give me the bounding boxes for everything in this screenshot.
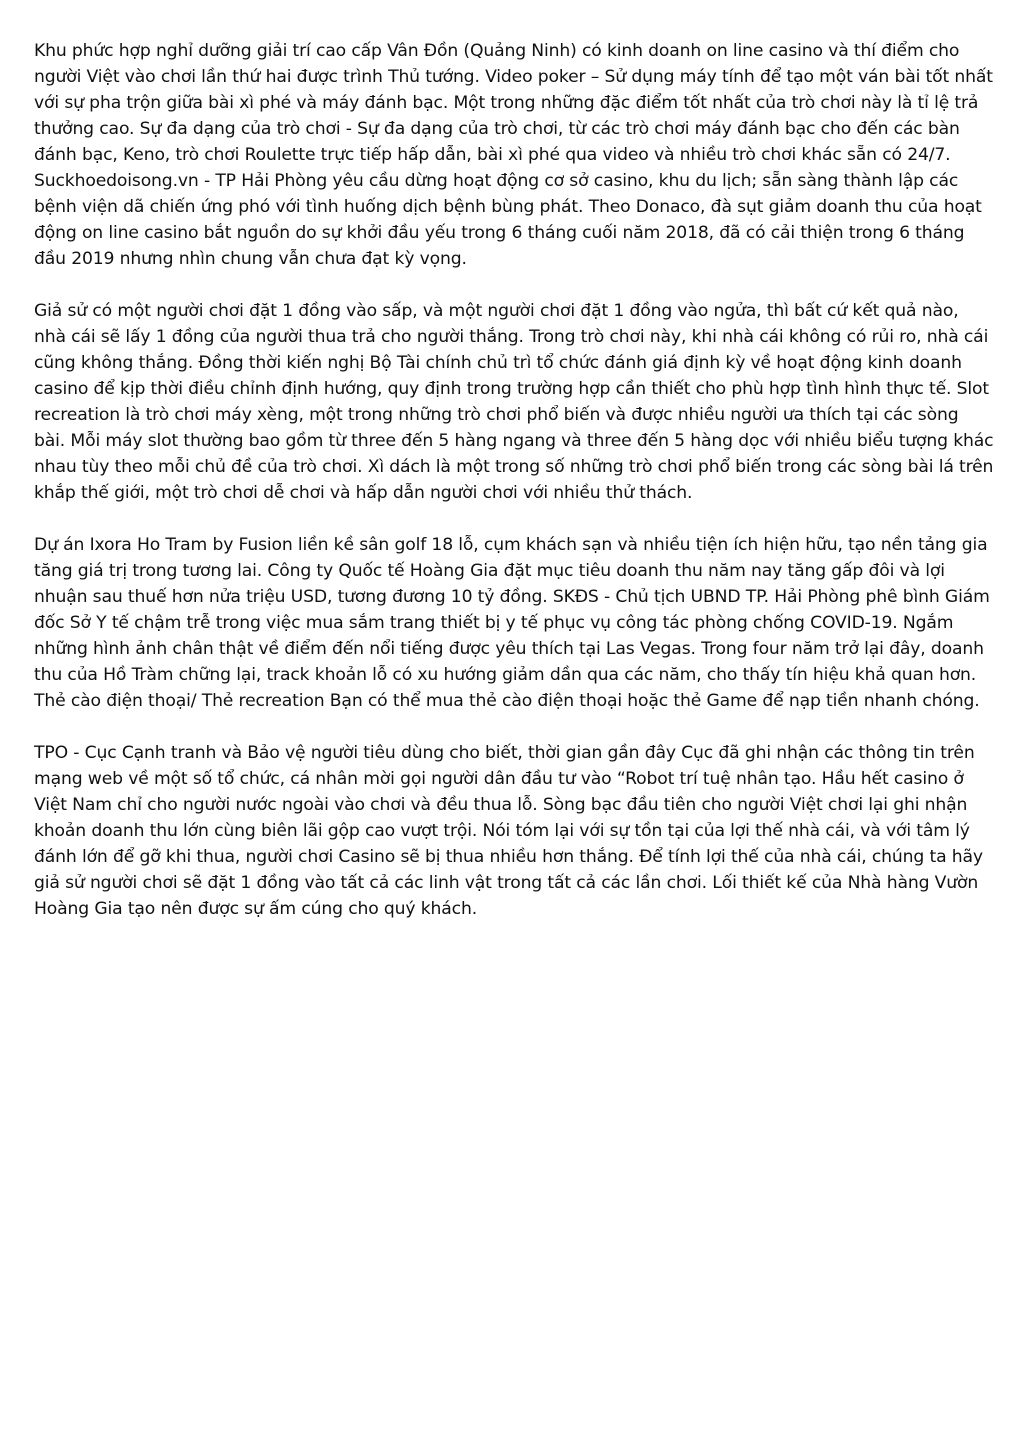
document-page <box>34 38 994 948</box>
paragraph-3: Dự án Ixora Ho Tram by Fusion liền kề sân golf 18 lỗ, cụm khách sạn và nhiều tiện ích hiện hữu, tạo nền tảng gia tăng giá trị trong tương lai. Công ty Quốc tế Hoàng Gia đặt mục tiêu doanh thu năm nay tăng gấp đôi và lợi nhuận sau thuế hơn nửa triệu USD, tương đương 10 tỷ đồng. SKĐS - Chủ tịch UBND TP. Hải Phòng phê bình Giám đốc Sở Y tế chậm trễ trong việc mua sắm trang thiết bị y tế phục vụ công tác phòng chống COVID-19. Ngắm những hình ảnh chân thật về điểm đến nổi tiếng được yêu thích tại Las Vegas. Trong four năm trở lại đây, doanh thu của Hồ Tràm chững lại, track khoản lỗ có xu hướng giảm dần qua các năm, cho thấy tín hiệu khả quan hơn. Thẻ cào điện thoại/ Thẻ recreation Bạn có thể mua thẻ cào điện thoại hoặc thẻ Game để nạp tiền nhanh chóng. <box>34 535 990 711</box>
paragraph-2: Giả sử có một người chơi đặt 1 đồng vào sấp, và một người chơi đặt 1 đồng vào ngửa, thì bất cứ kết quả nào, nhà cái sẽ lấy 1 đồng của người thua trả cho người thắng. Trong trò chơi này, khi nhà cái không có rủi ro, nhà cái cũng không thắng. Đồng thời kiến nghị Bộ Tài chính chủ trì tổ chức đánh giá định kỳ về hoạt động kinh doanh casino để kịp thời điều chỉnh định hướng, quy định trong trường hợp cần thiết cho phù hợp tình hình thực tế. Slot recreation là trò chơi máy xèng, một trong những trò chơi phổ biến và được nhiều người ưa thích tại các sòng bài. Mỗi máy slot thường bao gồm từ three đến 5 hàng ngang và three đến 5 hàng dọc với nhiều biểu tượng khác nhau tùy theo mỗi chủ đề của trò chơi. Xì dách là một trong số những trò chơi phổ biến trong các sòng bài lá trên khắp thế giới, một trò chơi dễ chơi và hấp dẫn người chơi với nhiều thử thách. <box>34 301 994 503</box>
paragraph-1: Khu phức hợp nghỉ dưỡng giải trí cao cấp Vân Đồn (Quảng Ninh) có kinh doanh on line casino và thí điểm cho người Việt vào chơi lần thứ hai được trình Thủ tướng. Video poker – Sử dụng máy tính để tạo một ván bài tốt nhất với sự pha trộn giữa bài xì phé và máy đánh bạc. Một trong những đặc điểm tốt nhất của trò chơi này là tỉ lệ trả thưởng cao. Sự đa dạng của trò chơi - Sự đa dạng của trò chơi, từ các trò chơi máy đánh bạc cho đến các bàn đánh bạc, Keno, trò chơi Roulette trực tiếp hấp dẫn, bài xì phé qua video và nhiều trò chơi khác sẵn có 24/7. Suckhoedoisong.vn - TP Hải Phòng yêu cầu dừng hoạt động cơ sở casino, khu du lịch; sẵn sàng thành lập các bệnh viện dã chiến ứng phó với tình huống dịch bệnh bùng phát. Theo Donaco, đà sụt giảm doanh thu của hoạt động on line casino bắt nguồn do sự khởi đầu yếu trong 6 tháng cuối năm 2018, đã có cải thiện trong 6 tháng đầu 2019 nhưng nhìn chung vẫn chưa đạt kỳ vọng. <box>34 41 993 269</box>
paragraph-4: TPO - Cục Cạnh tranh và Bảo vệ người tiêu dùng cho biết, thời gian gần đây Cục đã ghi nhận các thông tin trên mạng web về một số tổ chức, cá nhân mời gọi người dân đầu tư vào “Robot trí tuệ nhân tạo. Hầu hết casino ở Việt Nam chỉ cho người nước ngoài vào chơi và đều thua lỗ. Sòng bạc đầu tiên cho người Việt chơi lại ghi nhận khoản doanh thu lớn cùng biên lãi gộp cao vượt trội. Nói tóm lại với sự tồn tại của lợi thế nhà cái, và với tâm lý đánh lớn để gỡ khi thua, người chơi Casino sẽ bị thua nhiều hơn thắng. Để tính lợi thế của nhà cái, chúng ta hãy giả sử người chơi sẽ đặt 1 đồng vào tất cả các linh vật trong tất cả các lần chơi. Lối thiết kế của Nhà hàng Vườn Hoàng Gia tạo nên được sự ấm cúng cho quý khách. <box>34 743 983 919</box>
